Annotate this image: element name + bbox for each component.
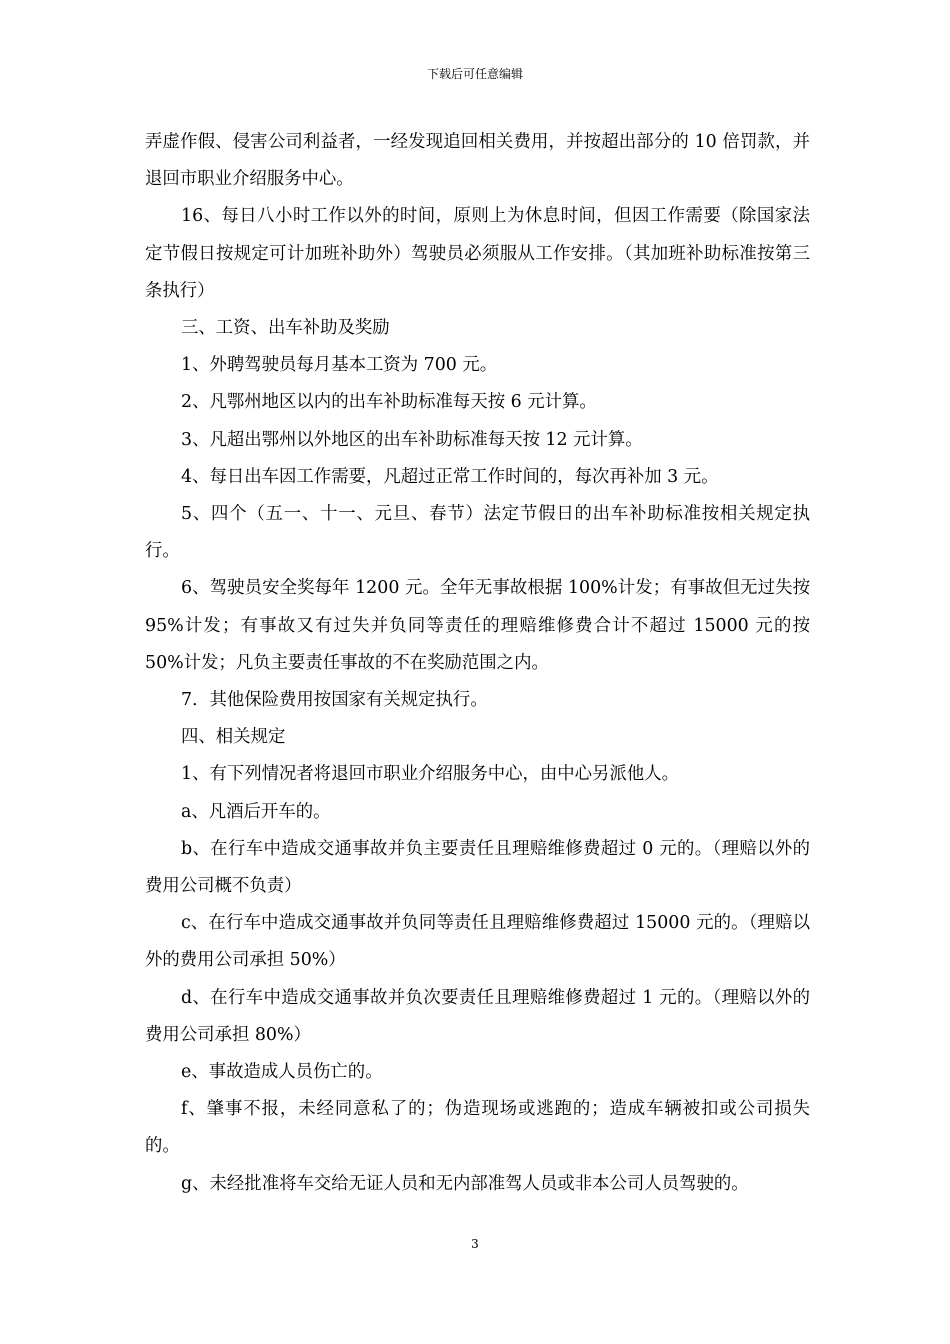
list-item: g、未经批准将车交给无证人员和无内部准驾人员或非本公司人员驾驶的。 (181, 1173, 749, 1194)
paragraph: 16、每日八小时工作以外的时间，原则上为休息时间，但因工作需要（除国家法定节假日按规定可计加班补助外）驾驶员必须服从工作安排。（其加班补助标准按第三条执行） (145, 206, 810, 301)
list-item: 2、凡鄂州地区以内的出车补助标准每天按 6 元计算。 (181, 392, 597, 413)
section-heading: 三、工资、出车补助及奖励 (181, 318, 390, 339)
list-item: 1、外聘驾驶员每月基本工资为 700 元。 (181, 355, 498, 376)
list-item: e、事故造成人员伤亡的。 (181, 1062, 383, 1083)
list-item: 5、四个（五一、十一、元旦、春节）法定节假日的出车补助标准按相关规定执行。 (145, 504, 810, 562)
section-heading: 四、相关规定 (181, 727, 286, 748)
page-header: 下载后可任意编辑 (426, 67, 523, 81)
list-item: 1、有下列情况者将退回市职业介绍服务中心，由中心另派他人。 (181, 764, 680, 785)
list-item: d、在行车中造成交通事故并负次要责任且理赔维修费超过 1 元的。（理赔以外的费用公司承担 80%） (145, 987, 810, 1045)
list-item: c、在行车中造成交通事故并负同等责任且理赔维修费超过 15000 元的。（理赔以外的费用公司承担 50%） (145, 913, 810, 971)
list-item: 4、每日出车因工作需要，凡超过正常工作时间的，每次再补加 3 元。 (181, 466, 719, 487)
list-item: a、凡酒后开车的。 (181, 801, 331, 822)
list-item: b、在行车中造成交通事故并负主要责任且理赔维修费超过 0 元的。（理赔以外的费用公司概不负责） (145, 838, 810, 897)
list-item: 3、凡超出鄂州以外地区的出车补助标准每天按 12 元计算。 (181, 429, 643, 450)
list-item: f、肇事不报，未经同意私了的；伪造现场或逃跑的；造成车辆被扣或公司损失的。 (145, 1099, 810, 1157)
page-number: 3 (471, 1237, 479, 1251)
list-item: 7．其他保险费用按国家有关规定执行。 (181, 690, 488, 711)
document-body (145, 124, 810, 1203)
list-item: 6、驾驶员安全奖每年 1200 元。全年无事故根据 100%计发；有事故但无过失按 95%计发；有事故又有过失并负同等责任的理赔维修费合计不超过 15000 元的按 50%计发；凡负主要责任事故的不在奖励范围之内。 (145, 578, 810, 673)
paragraph: 弄虚作假、侵害公司利益者，一经发现追回相关费用，并按超出部分的 10 倍罚款，并退回市职业介绍服务中心。 (145, 132, 810, 190)
